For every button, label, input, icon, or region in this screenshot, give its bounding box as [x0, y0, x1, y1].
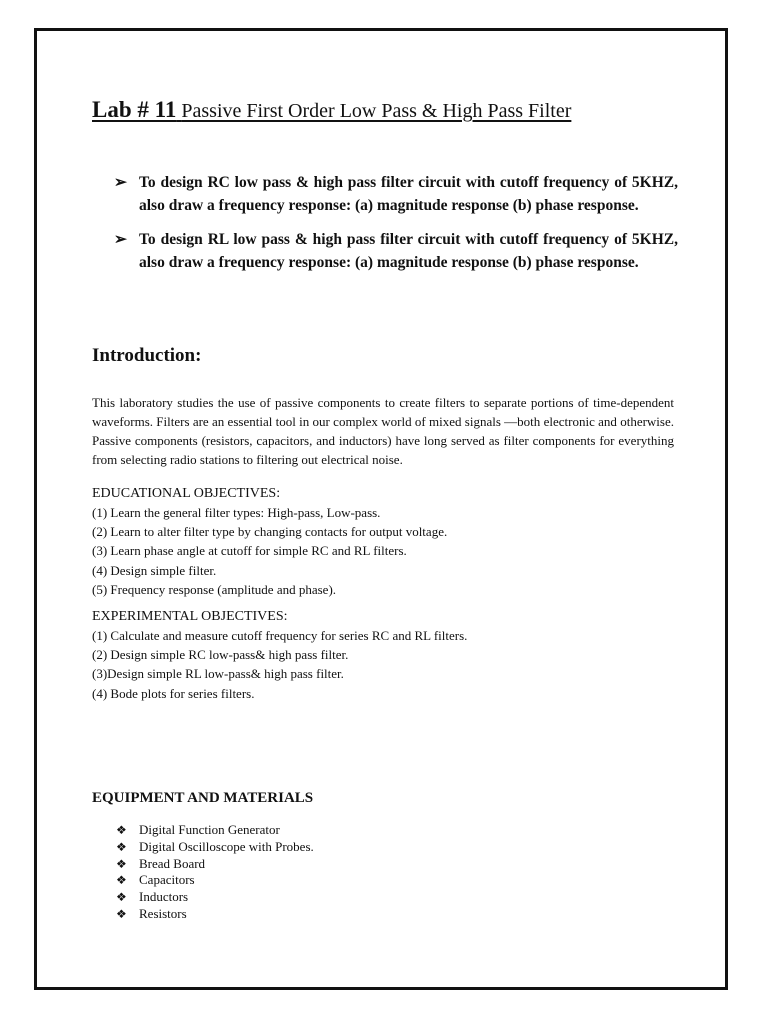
- equipment-item: [116, 889, 314, 906]
- four-diamond-icon: ❖: [116, 873, 127, 888]
- lab-number: Lab # 11: [92, 97, 177, 122]
- list-item: (2) Learn to alter filter type by changing contacts for output voltage.: [92, 524, 448, 540]
- heading-colon: :: [276, 486, 281, 501]
- arrow-right-icon: ➢: [114, 231, 127, 248]
- experimental-objectives-list: [92, 626, 682, 703]
- equipment-label: Digital Oscilloscope with Probes.: [139, 838, 314, 854]
- arrow-right-icon: ➢: [114, 174, 127, 191]
- equipment-item: [116, 906, 314, 923]
- four-diamond-icon: ❖: [116, 823, 127, 837]
- equipment-label: Capacitors: [139, 872, 195, 888]
- equipment-label: Bread Board: [139, 855, 206, 871]
- list-item: (4) Design simple filter.: [92, 562, 217, 578]
- objective-text: To design RL low pass & high pass filter circuit with cutoff frequency of 5KHZ, also draw a frequency response: (a) magnitude response (b) phase response.: [139, 231, 678, 271]
- lab-title-text: Passive First Order Low Pass & High Pass Filter: [181, 100, 572, 122]
- equipment-heading: EQUIPMENT AND MATERIALS: [92, 790, 314, 806]
- list-item: (3) Learn phase angle at cutoff for simple RC and RL filters.: [92, 543, 407, 559]
- list-item: (5) Frequency response (amplitude and phase).: [92, 581, 337, 597]
- equipment-label: Resistors: [139, 905, 187, 921]
- equipment-item: [116, 839, 314, 856]
- objective-item: [114, 229, 678, 274]
- equipment-label: Digital Function Generator: [139, 822, 280, 837]
- experimental-objectives-section: [92, 607, 682, 703]
- four-diamond-icon: ❖: [116, 890, 127, 905]
- lab-objectives-list: [114, 172, 678, 286]
- educational-objectives-list: [92, 503, 682, 599]
- equipment-label: Inductors: [139, 889, 189, 905]
- four-diamond-icon: ❖: [116, 906, 127, 921]
- equipment-item: [116, 856, 314, 873]
- objective-text: To design RC low pass & high pass filter circuit with cutoff frequency of 5KHZ, also draw a frequency response: (a) magnitude response (b) phase response.: [139, 174, 678, 214]
- introduction-paragraph: This laboratory studies the use of passive components to create filters to separate portions of time-dependent waveforms. Filters are an essential tool in our complex world of mixed signals —both electronic and otherwise. Passive components (resistors, capacitors, and inductors) have long served as filter components for everything from selecting radio stations to filtering out electrical noise.: [92, 395, 674, 467]
- educational-objectives-title: EDUCATIONAL OBJECTIVES: [92, 486, 277, 501]
- introduction-heading: Introduction:: [92, 345, 202, 366]
- experimental-objectives-heading: [92, 607, 682, 626]
- list-item: (3)Design simple RL low-pass& high pass filter.: [92, 666, 344, 682]
- page-title: [92, 96, 571, 125]
- educational-objectives-section: [92, 484, 682, 599]
- four-diamond-icon: ❖: [116, 856, 127, 871]
- equipment-item: [116, 822, 314, 839]
- experimental-objectives-title: EXPERIMENTAL OBJECTIVES: [92, 609, 284, 624]
- four-diamond-icon: ❖: [116, 839, 127, 854]
- equipment-item: [116, 872, 314, 889]
- list-item: (1) Learn the general filter types: High-pass, Low-pass.: [92, 505, 381, 520]
- equipment-list: [116, 822, 314, 923]
- objective-item: [114, 172, 678, 217]
- list-item: (2) Design simple RC low-pass& high pass filter.: [92, 647, 349, 663]
- educational-objectives-heading: [92, 484, 682, 503]
- list-item: (1) Calculate and measure cutoff frequency for series RC and RL filters.: [92, 628, 468, 643]
- heading-colon: :: [283, 609, 288, 624]
- list-item: (4) Bode plots for series filters.: [92, 685, 255, 701]
